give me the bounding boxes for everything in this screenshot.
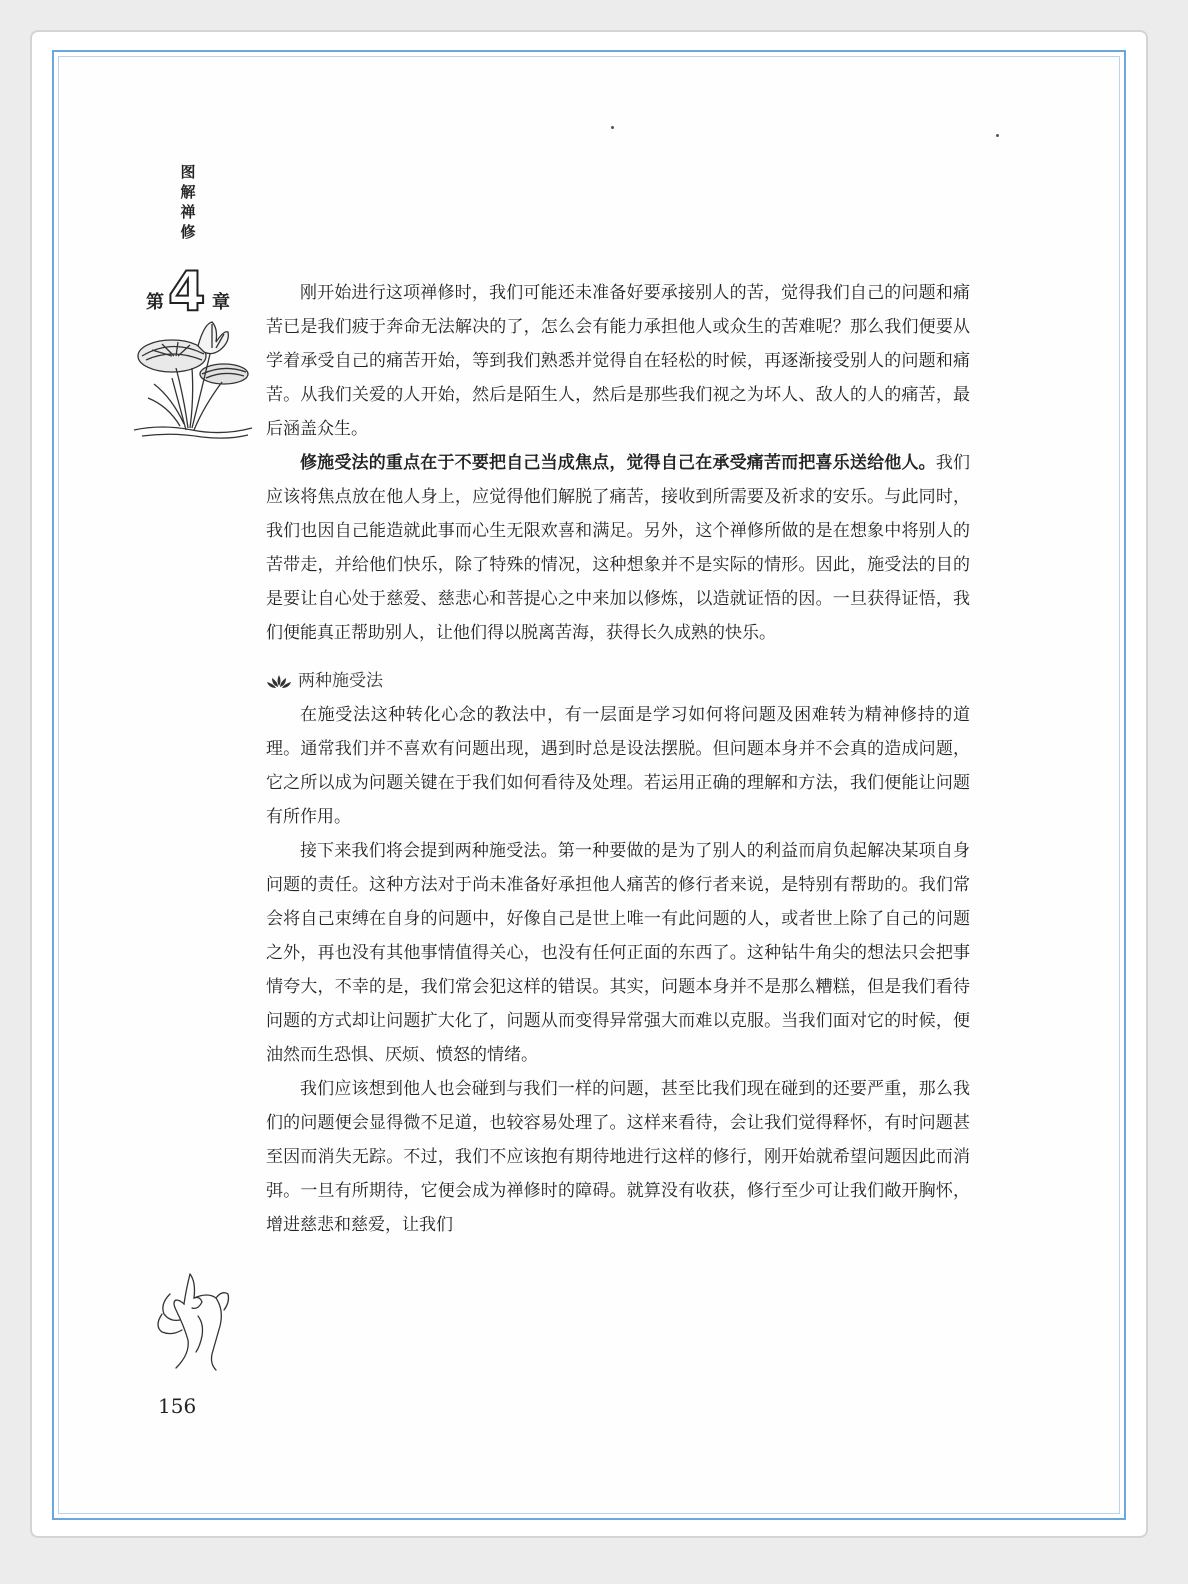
chapter-prefix: 第 bbox=[146, 292, 164, 313]
chapter-suffix: 章 bbox=[212, 292, 230, 313]
scan-speck bbox=[996, 134, 999, 137]
body-text bbox=[266, 276, 970, 1242]
section-heading bbox=[266, 664, 970, 698]
section-heading-text: 两种施受法 bbox=[298, 671, 383, 691]
page-number: 156 bbox=[158, 1394, 197, 1418]
emphasis-text: 修施受法的重点在于不要把自己当成焦点，觉得自己在承受痛苦而把喜乐送给他人。 bbox=[300, 453, 936, 473]
lotus-illustration-icon bbox=[132, 318, 256, 442]
lotus-heading-icon bbox=[266, 673, 292, 689]
side-book-title bbox=[176, 162, 200, 242]
paragraph: 我们应该想到他人也会碰到与我们一样的问题，甚至比我们现在碰到的还要严重，那么我们的问题便会显得微不足道，也较容易处理了。这样来看待，会让我们觉得释怀，有时问题甚至因而消失无踪。不过，我们不应该抱有期待地进行这样的修行，刚开始就希望问题因此而消弭。一旦有所期待，它便会成为禅修时的障碍。就算没有收获，修行至少可让我们敞开胸怀，增进慈悲和慈爱，让我们 bbox=[266, 1079, 970, 1235]
chapter-label bbox=[146, 260, 256, 324]
paragraph bbox=[266, 446, 970, 650]
paragraph: 接下来我们将会提到两种施受法。第一种要做的是为了别人的利益而肩负起解决某项自身问题的责任。这种方法对于尚未准备好承担他人痛苦的修行者来说，是特别有帮助的。我们常会将自己束缚在自身的问题中，好像自己是世上唯一有此问题的人，或者世上除了自己的问题之外，再也没有其他事情值得关心，也没有任何正面的东西了。这种钻牛角尖的想法只会把事情夸大，不幸的是，我们常会犯这样的错误。其实，问题本身并不是那么糟糕，但是我们看待问题的方式却让问题扩大化了，问题从而变得异常强大而难以克服。当我们面对它的时候，便油然而生恐惧、厌烦、愤怒的情绪。 bbox=[266, 841, 970, 1065]
side-title-char: 图 bbox=[180, 163, 196, 181]
chapter-number: 4 bbox=[168, 260, 206, 323]
scan-speck bbox=[611, 126, 614, 129]
side-title-char: 禅 bbox=[180, 203, 196, 221]
paragraph: 在施受法这种转化心念的教法中，有一层面是学习如何将问题及困难转为精神修持的道理。通常我们并不喜欢有问题出现，遇到时总是设法摆脱。但问题本身并不会真的造成问题，它之所以成为问题关键在于我们如何看待及处理。若运用正确的理解和方法，我们便能让问题有所作用。 bbox=[266, 705, 970, 827]
paragraph: 刚开始进行这项禅修时，我们可能还未准备好要承接别人的苦，觉得我们自己的问题和痛苦已是我们疲于奔命无法解决的了，怎么会有能力承担他人或众生的苦难呢？那么我们便要从学着承受自己的痛苦开始，等到我们熟悉并觉得自在轻松的时候，再逐渐接受别人的问题和痛苦。从我们关爱的人开始，然后是陌生人，然后是那些我们视之为坏人、敌人的人的痛苦，最后涵盖众生。 bbox=[266, 283, 970, 439]
mudra-hand-icon bbox=[150, 1270, 240, 1372]
side-title-char: 修 bbox=[180, 223, 196, 241]
paragraph-text: 我们应该将焦点放在他人身上，应觉得他们解脱了痛苦，接收到所需要及祈求的安乐。与此同时，我们也因自己能造就此事而心生无限欢喜和满足。另外，这个禅修所做的是在想象中将别人的苦带走，并给他们快乐，除了特殊的情况，这种想象并不是实际的情形。因此，施受法的目的是要让自心处于慈爱、慈悲心和菩提心之中来加以修炼，以造就证悟的因。一旦获得证悟，我们便能真正帮助别人，让他们得以脱离苦海，获得长久成熟的快乐。 bbox=[266, 453, 971, 643]
side-title-char: 解 bbox=[180, 183, 196, 201]
